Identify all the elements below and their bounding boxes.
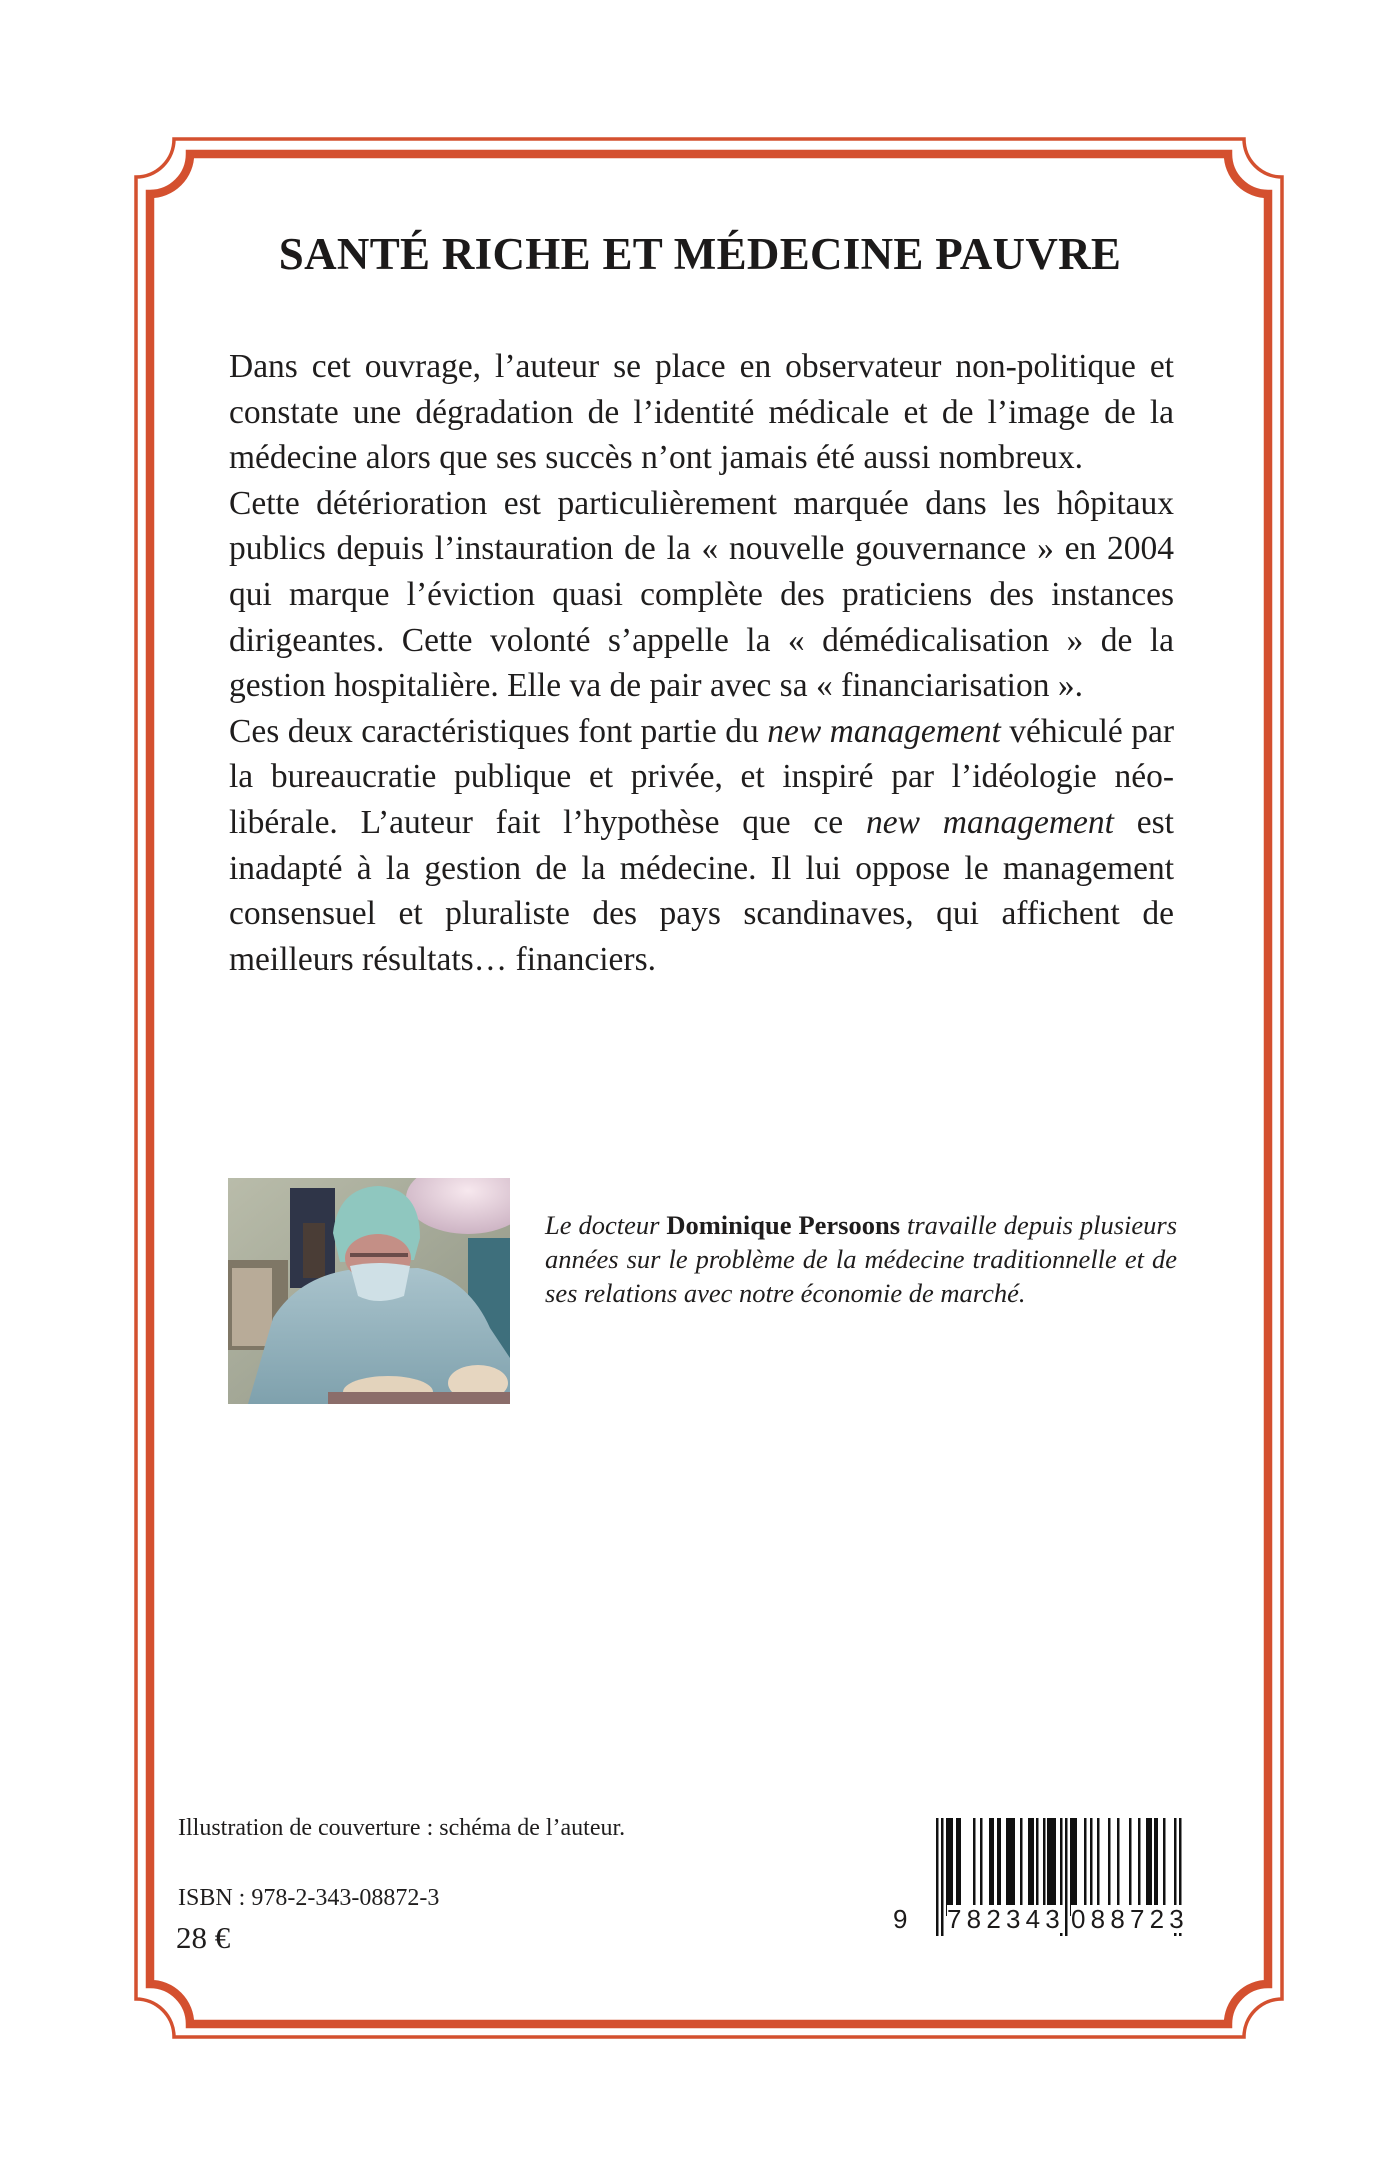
blurb-text: est inadapté à la gestion de la médecine. Il lui oppose le management consensuel et pluraliste des pays scandinaves, qui affichent de meilleurs résultats… financiers.	[229, 803, 1174, 978]
blurb-paragraph-2: Cette détérioration est particulièrement marquée dans les hôpitaux publics depuis l’instauration de la « nouvelle gouvernance » en 2004 qui marque l’éviction quasi complète des praticiens des instances dirigeantes. Cette volonté s’appelle la « démédicalisation » de la gestion hospitalière. Elle va de pair avec sa « financiarisation ».	[229, 484, 1174, 705]
barcode-left-digits: 782343	[947, 1904, 1065, 1934]
italic-term: new management	[865, 803, 1114, 841]
author-name: Dominique Persoons	[666, 1210, 901, 1240]
price-label: 28 €	[176, 1920, 231, 1955]
author-bio	[545, 1208, 1177, 1310]
bio-text: travaille depuis plusieurs années sur le problème de la médecine traditionnelle et de ses relations avec notre économie de marché.	[545, 1210, 1178, 1308]
isbn-number: ISBN : 978-2-343-08872-3	[178, 1885, 440, 1911]
blurb-text: Ces deux caractéristiques font partie du	[229, 712, 768, 750]
back-cover-blurb	[229, 344, 1174, 982]
cover-illustration-credit: Illustration de couverture : schéma de l’auteur.	[178, 1815, 626, 1841]
author-photo	[228, 1178, 510, 1404]
blurb-text: véhiculé par la bureaucratie publique et privée, et inspiré par l’idéologie néo-libérale. L’auteur fait l’hypothèse que ce	[229, 712, 1174, 841]
barcode-right-digits: 088723	[1071, 1904, 1189, 1934]
surgeon-photo-illustration	[228, 1178, 510, 1404]
bio-text: Le docteur	[545, 1210, 667, 1240]
blurb-paragraph-3	[229, 709, 1174, 983]
blurb-paragraph-1: Dans cet ouvrage, l’auteur se place en observateur non-politique et constate une dégradation de l’identité médicale et de l’image de la médecine alors que ses succès n’ont jamais été aussi nombreux.	[229, 348, 1174, 477]
barcode-lead-digit: 9	[893, 1904, 913, 1934]
italic-term: new management	[767, 712, 1001, 750]
book-title: SANTÉ RICHE ET MÉDECINE PAUVRE	[278, 229, 1122, 279]
